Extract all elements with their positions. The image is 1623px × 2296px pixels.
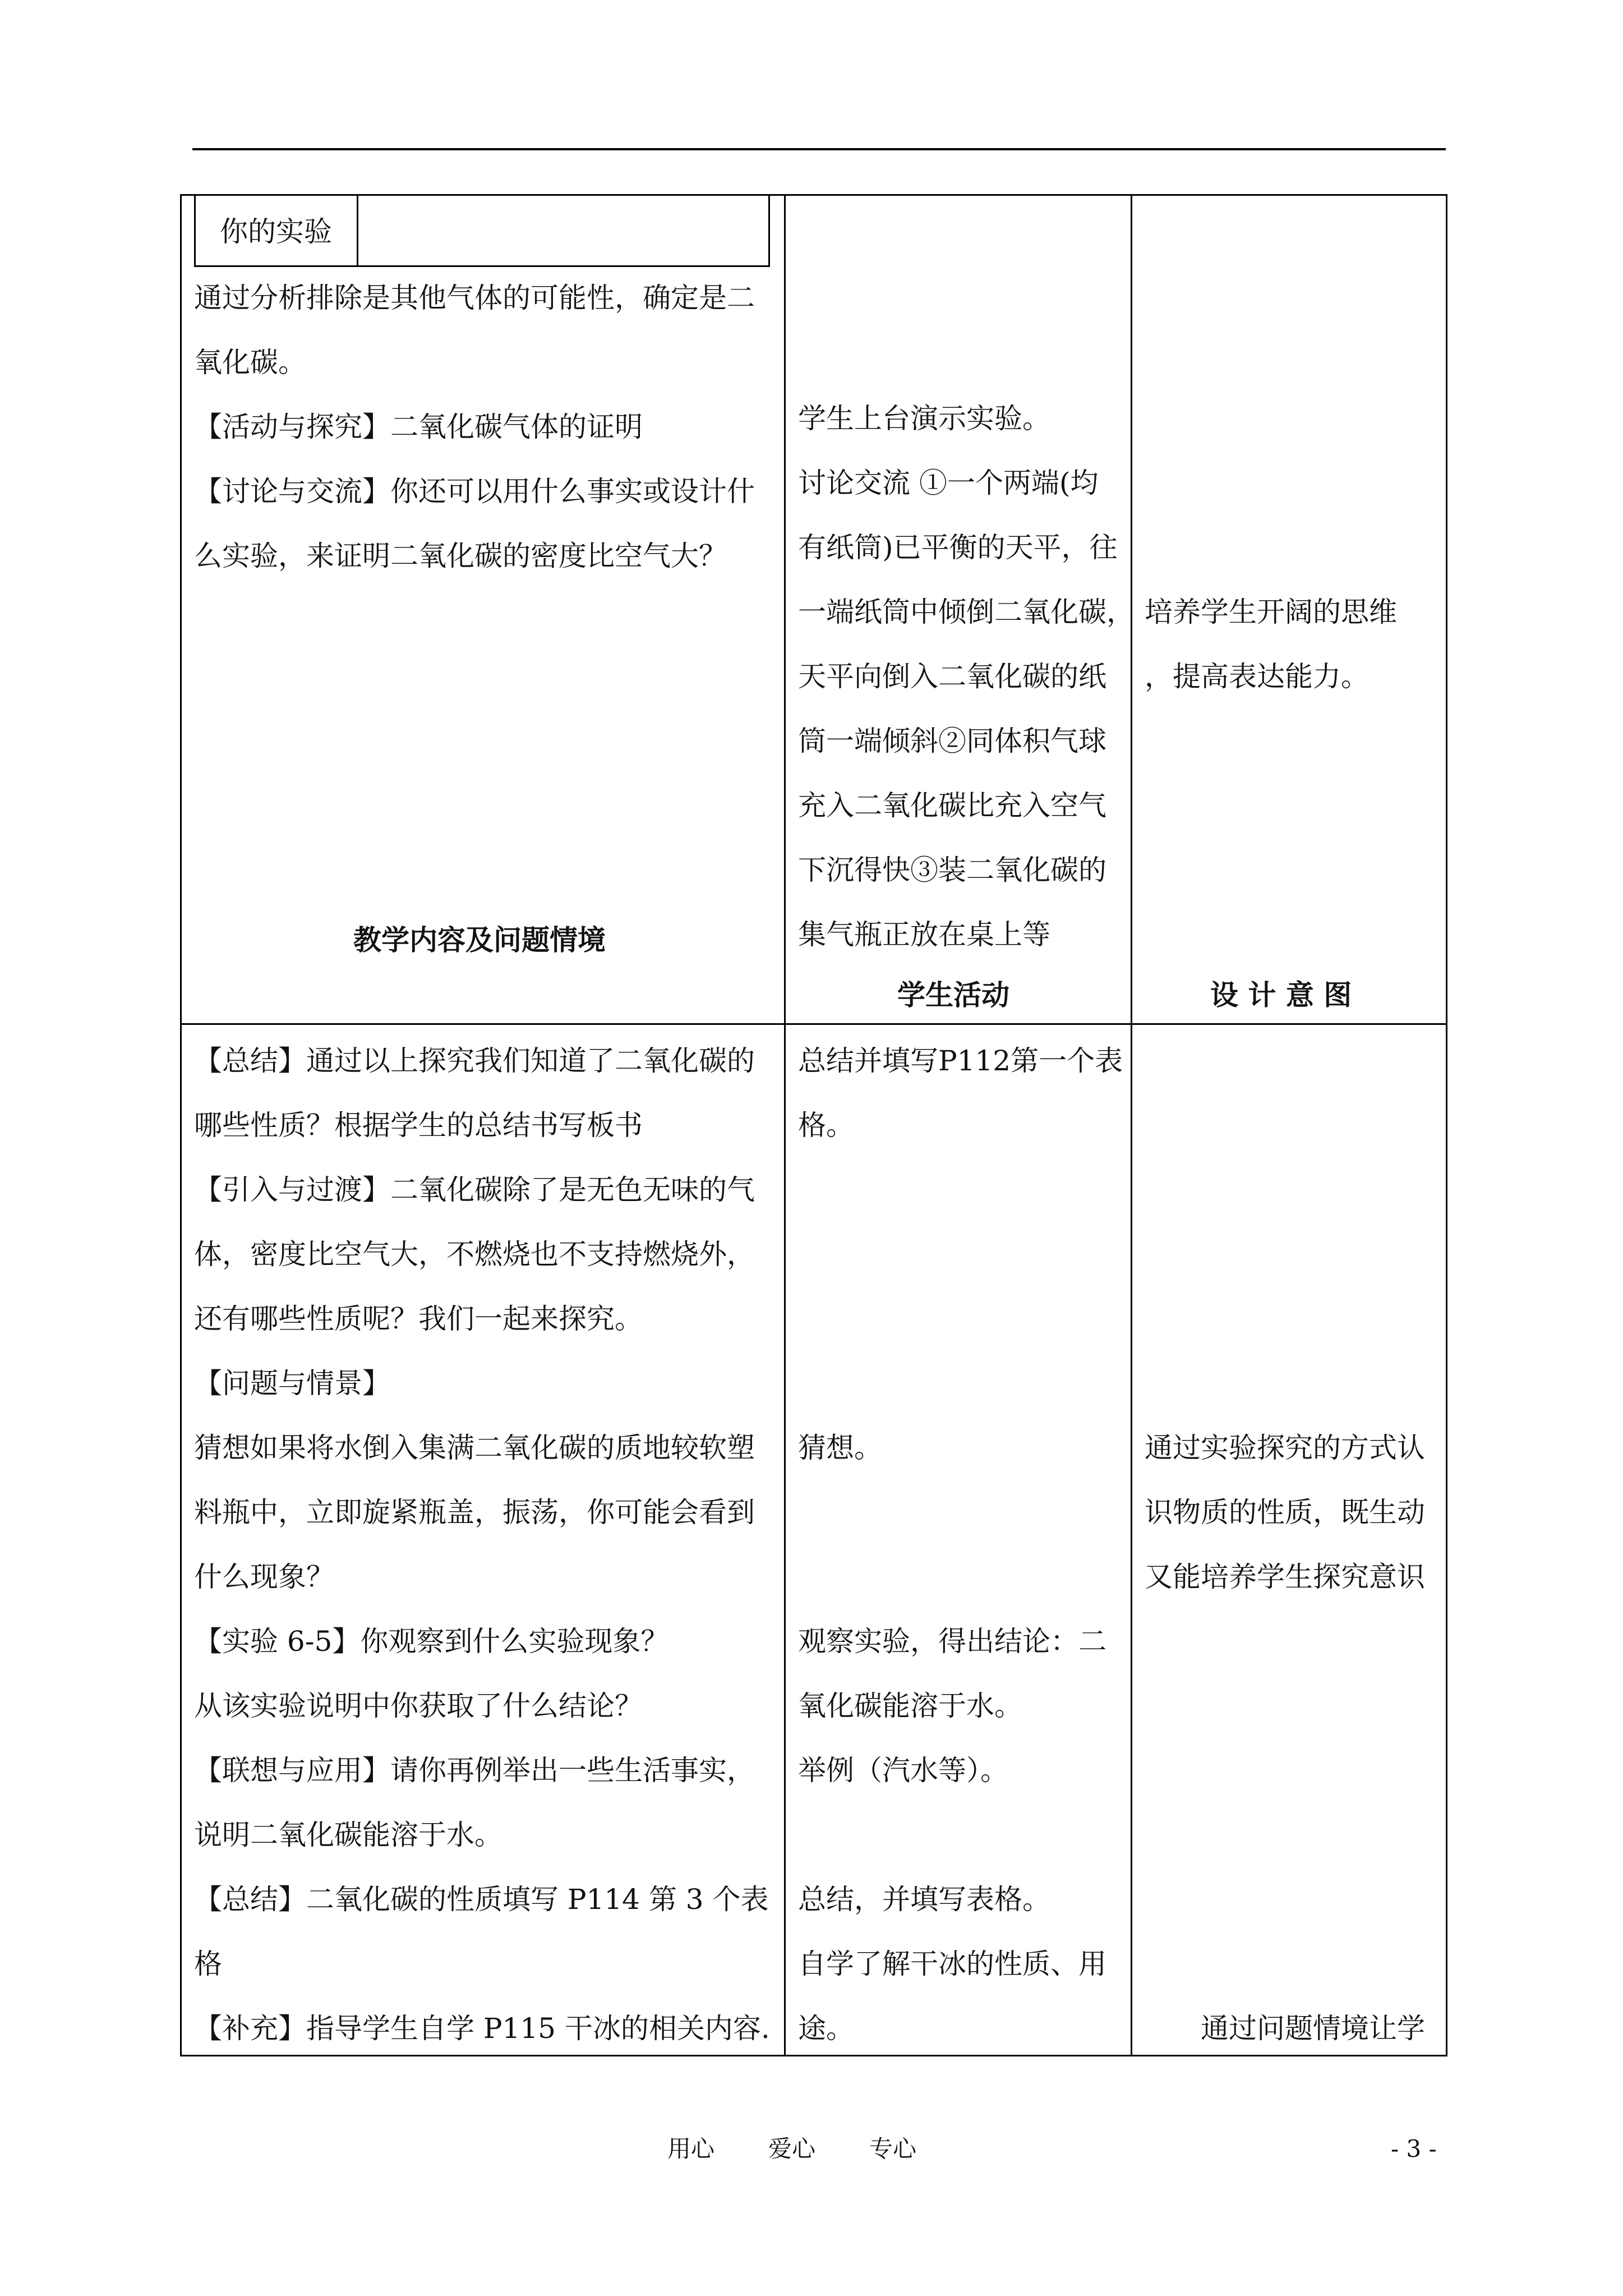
inner-box-label: 你的实验 xyxy=(220,215,332,248)
inner-box-divider xyxy=(357,194,358,267)
top-col1-line: 【活动与探究】二氧化碳气体的证明 xyxy=(194,411,643,443)
top-col1-line: 么实验，来证明二氧化碳的密度比空气大？ xyxy=(194,540,727,572)
page-number: - 3 - xyxy=(1391,2135,1437,2162)
main-col2-line: 氧化碳能溶于水。 xyxy=(798,1690,1022,1722)
main-col1-line: 【联想与应用】请你再例举出一些生活事实， xyxy=(194,1754,755,1787)
inner-box-left xyxy=(194,194,196,267)
footer-motto-1: 用心 xyxy=(667,2135,715,2162)
main-col1-line: 说明二氧化碳能溶于水。 xyxy=(194,1819,502,1851)
main-col2-line: 举例（汽水等）。 xyxy=(798,1754,1008,1787)
main-col1-line: 从该实验说明中你获取了什么结论？ xyxy=(194,1690,643,1722)
main-col3-line: 又能培养学生探究意识 xyxy=(1145,1561,1425,1593)
top-col3-line: 培养学生开阔的思维 xyxy=(1145,596,1397,628)
main-col1-line: 【补充】指导学生自学 P115 干冰的相关内容. xyxy=(194,2012,770,2045)
header-teaching-content: 教学内容及问题情境 xyxy=(353,923,606,956)
table-header-divider xyxy=(180,1023,1447,1025)
main-col1-line: 什么现象？ xyxy=(194,1561,334,1593)
main-col1-line: 【问题与情景】 xyxy=(194,1367,390,1400)
main-col1-line: 料瓶中，立即旋紧瓶盖，振荡，你可能会看到 xyxy=(194,1496,755,1529)
main-col2-line: 总结并填写P112第一个表 xyxy=(798,1045,1123,1077)
top-col1-line: 【讨论与交流】你还可以用什么事实或设计什 xyxy=(194,475,755,508)
main-col2-line: 途。 xyxy=(798,2012,854,2045)
table-border-bottom xyxy=(180,2055,1447,2056)
top-col2-line: 下沉得快③装二氧化碳的 xyxy=(798,854,1106,886)
table-border-right xyxy=(1446,194,1447,2056)
main-col2-line: 格。 xyxy=(798,1109,854,1142)
top-col2-line: 一端纸筒中倾倒二氧化碳， xyxy=(798,596,1135,628)
main-col2-line: 猜想。 xyxy=(798,1432,882,1464)
main-col3-line: 通过实验探究的方式认 xyxy=(1145,1432,1425,1464)
top-col2-line: 集气瓶正放在桌上等 xyxy=(798,918,1050,951)
top-col2-line: 充入二氧化碳比充入空气 xyxy=(798,789,1106,822)
top-col3-line: ，提高表达能力。 xyxy=(1145,660,1369,693)
header-student-activity: 学生活动 xyxy=(897,978,1009,1011)
main-col1-line: 还有哪些性质呢？我们一起来探究。 xyxy=(194,1303,643,1335)
footer-motto-2: 爱心 xyxy=(768,2135,816,2162)
header-design-intent: 设 计 意 图 xyxy=(1210,978,1352,1011)
top-col2-line: 学生上台演示实验。 xyxy=(798,402,1050,435)
inner-box-right xyxy=(768,194,770,267)
main-col1-line: 【实验 6-5】你观察到什么实验现象？ xyxy=(194,1625,669,1658)
main-col3-line: 通过问题情境让学 xyxy=(1201,2012,1425,2045)
main-col1-line: 猜想如果将水倒入集满二氧化碳的质地较软塑 xyxy=(194,1432,755,1464)
header-rule xyxy=(192,148,1446,150)
main-col1-line: 【总结】通过以上探究我们知道了二氧化碳的 xyxy=(194,1045,755,1077)
top-col2-line: 筒一端倾斜②同体积气球 xyxy=(798,725,1106,757)
table-divider-col2 xyxy=(784,194,786,2056)
main-col3-line: 识物质的性质，既生动 xyxy=(1145,1496,1425,1529)
top-col2-line: 天平向倒入二氧化碳的纸 xyxy=(798,660,1106,693)
main-col2-line: 自学了解干冰的性质、用 xyxy=(798,1948,1106,1980)
top-col2-line: 讨论交流 ①一个两端(均 xyxy=(798,467,1099,499)
table-divider-col3 xyxy=(1131,194,1132,2056)
top-col1-line: 氧化碳。 xyxy=(194,346,306,379)
main-col2-line: 观察实验，得出结论：二 xyxy=(798,1625,1106,1658)
main-col1-line: 【总结】二氧化碳的性质填写 P114 第 3 个表 xyxy=(194,1883,769,1916)
main-col1-line: 哪些性质？根据学生的总结书写板书 xyxy=(194,1109,643,1142)
main-col1-line: 格 xyxy=(194,1948,222,1980)
footer-motto-3: 专心 xyxy=(869,2135,917,2162)
table-border-left xyxy=(180,194,182,2056)
main-col2-line: 总结，并填写表格。 xyxy=(798,1883,1050,1916)
main-col1-line: 体，密度比空气大，不燃烧也不支持燃烧外， xyxy=(194,1238,755,1271)
top-col2-line: 有纸筒)已平衡的天平，往 xyxy=(798,531,1118,564)
main-col1-line: 【引入与过渡】二氧化碳除了是无色无味的气 xyxy=(194,1174,755,1206)
inner-box-bottom xyxy=(194,265,770,267)
top-col1-line: 通过分析排除是其他气体的可能性，确定是二 xyxy=(194,282,755,314)
table-border-top xyxy=(180,194,1447,196)
